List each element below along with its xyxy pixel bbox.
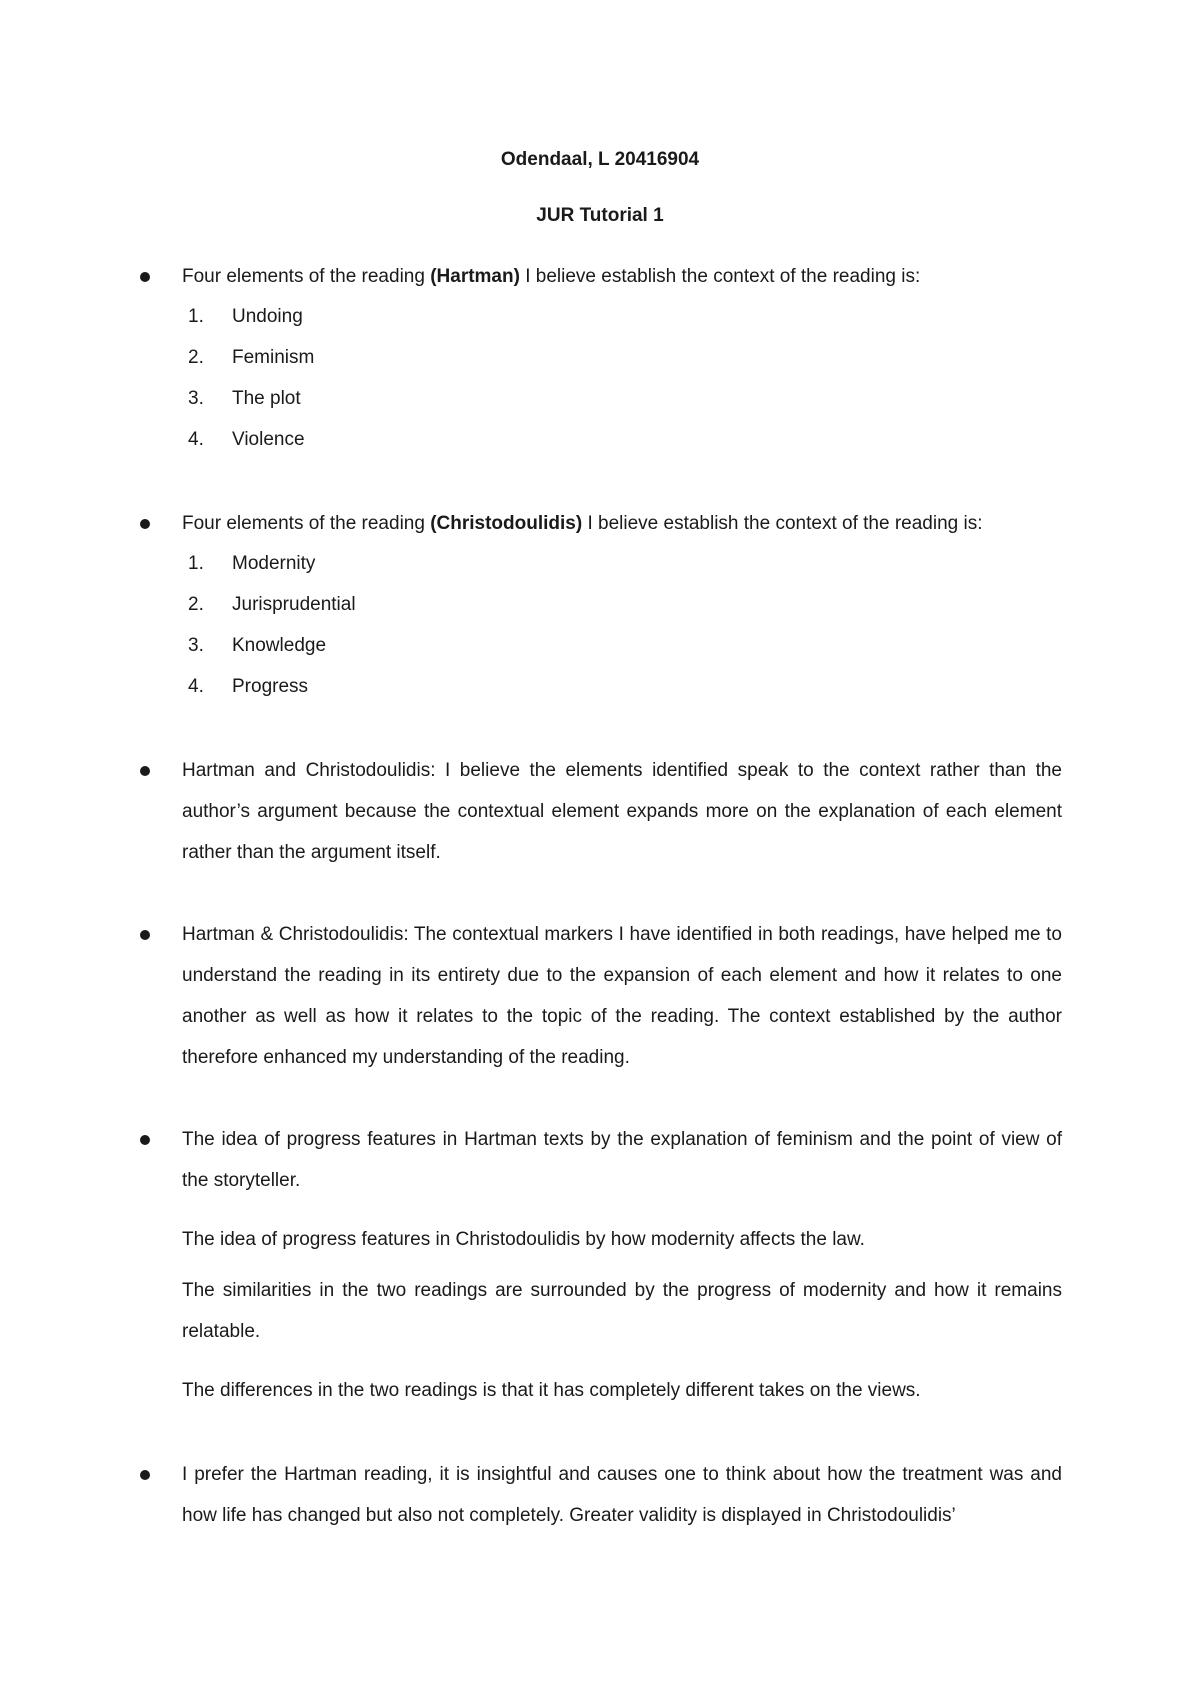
q2-statement (182, 510, 1062, 538)
list-item (182, 303, 303, 331)
bullet-marker (140, 1135, 150, 1145)
bullet-marker (140, 272, 150, 282)
list-text: Undoing (232, 306, 303, 327)
author-line: Odendaal, L 20416904 (500, 149, 700, 170)
list-text: Modernity (232, 553, 316, 574)
list-text: Knowledge (232, 635, 327, 656)
list-item (182, 344, 314, 372)
list-item (182, 550, 315, 578)
list-number: 1. (188, 553, 204, 574)
document-title: JUR Tutorial 1 (536, 205, 664, 226)
list-number: 1. (188, 306, 204, 327)
q5-paragraph-4: The differences in the two readings is that it has completely different takes on the views. (182, 1380, 921, 1401)
q5-paragraph-1: The idea of progress features in Hartman texts by the explanation of feminism and the point of view of the storyteller. (182, 1129, 1062, 1191)
q1-post: I believe establish the context of the reading is: (519, 266, 921, 287)
q4-paragraph: Hartman & Christodoulidis: The contextual markers I have identified in both readings, have helped me to understand the reading in its entirety due to the expansion of each element and how it relates to one another as well as how it relates to the topic of the reading. The context established by the author therefore enhanced my understanding of the reading. (182, 924, 1062, 1068)
list-text: Feminism (232, 347, 315, 368)
list-text: Violence (232, 429, 305, 450)
list-number: 4. (188, 429, 204, 450)
q1-statement (182, 263, 1062, 291)
bullet-marker (140, 930, 150, 940)
bullet-marker (140, 1470, 150, 1480)
q1-bold: (Hartman) (430, 266, 520, 287)
list-text: Jurisprudential (232, 594, 356, 615)
q6-paragraph: I prefer the Hartman reading, it is insightful and causes one to think about how the treatment was and how life has changed but also not completely. Greater validity is displayed in Christodoulidis’ (182, 1464, 1062, 1526)
q2-bold: (Christodoulidis) (430, 513, 583, 534)
q5-paragraph-3: The similarities in the two readings are surrounded by the progress of modernity and how it remains relatable. (182, 1280, 1062, 1342)
list-text: Progress (232, 676, 309, 697)
list-number: 2. (188, 347, 204, 368)
q5-paragraph-2: The idea of progress features in Christodoulidis by how modernity affects the law. (182, 1229, 865, 1250)
q2-post: I believe establish the context of the reading is: (582, 513, 983, 534)
bullet-marker (140, 766, 150, 776)
list-item (182, 673, 308, 701)
list-item (182, 632, 326, 660)
list-number: 4. (188, 676, 204, 697)
list-item (182, 591, 356, 619)
q1-pre: Four elements of the reading (182, 266, 431, 287)
list-number: 2. (188, 594, 204, 615)
q2-pre: Four elements of the reading (182, 513, 431, 534)
list-text: The plot (232, 388, 301, 409)
q3-paragraph: Hartman and Christodoulidis: I believe the elements identified speak to the context rather than the author’s argument because the contextual element expands more on the explanation of each element rather than the argument itself. (182, 760, 1062, 863)
list-number: 3. (188, 388, 204, 409)
list-item (182, 426, 305, 454)
list-number: 3. (188, 635, 204, 656)
bullet-marker (140, 519, 150, 529)
list-item (182, 385, 301, 413)
